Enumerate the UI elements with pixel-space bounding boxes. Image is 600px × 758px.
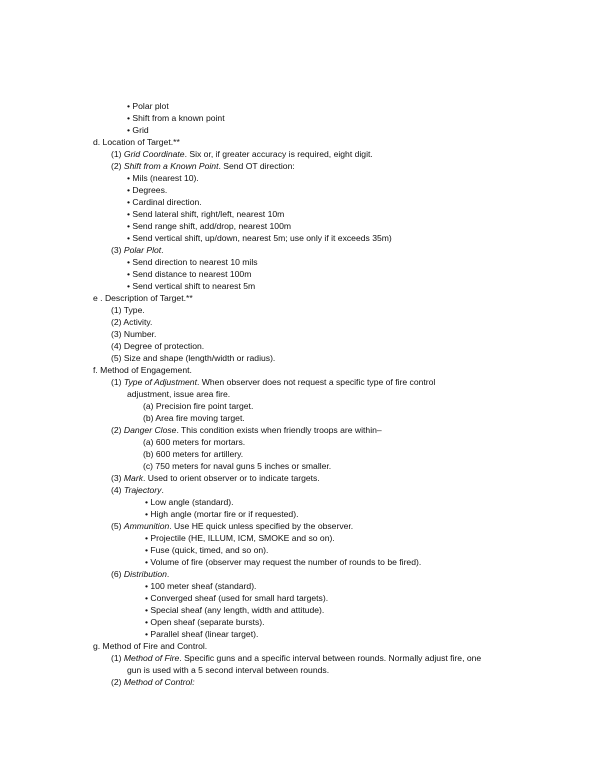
item-text: . Specific guns and a specific interval between rounds. Normally adjust fire, one	[179, 653, 482, 663]
item-number: (5)	[111, 521, 124, 531]
item-text: . This condition exists when friendly troops are within–	[176, 425, 382, 435]
item-number: (2)	[111, 677, 124, 687]
text-line: f. Method of Engagement.	[93, 365, 192, 375]
item-heading: Mark	[123, 473, 143, 483]
text-line: • Converged sheaf (used for small hard targets).	[145, 593, 329, 603]
text-line	[111, 244, 600, 256]
text-line: • Send vertical shift, up/down, nearest 5m; use only if it exceeds 35m)	[127, 233, 392, 243]
item-heading: Distribution	[123, 569, 167, 579]
text-line	[111, 424, 600, 436]
item-text: . Use HE quick unless specified by the observer.	[169, 521, 354, 531]
text-line	[111, 676, 600, 688]
text-line: g. Method of Fire and Control.	[93, 641, 208, 651]
item-heading: Type of Adjustment	[123, 377, 197, 387]
text-line: • Send vertical shift to nearest 5m	[127, 281, 256, 291]
text-line: • Send distance to nearest 100m	[127, 269, 252, 279]
item-number: (1)	[111, 149, 124, 159]
item-heading: Ammunition	[123, 521, 170, 531]
text-line: (c) 750 meters for naval guns 5 inches or smaller.	[143, 461, 332, 471]
text-line	[111, 484, 600, 496]
item-number: (2)	[111, 425, 124, 435]
item-text: .	[161, 245, 164, 255]
item-heading: Trajectory	[123, 485, 162, 495]
item-number: (1)	[111, 653, 124, 663]
text-line: • Polar plot	[127, 101, 169, 111]
text-line: • 100 meter sheaf (standard).	[145, 581, 257, 591]
text-line: • Cardinal direction.	[127, 197, 202, 207]
item-text: .	[166, 569, 170, 579]
text-line	[111, 160, 600, 172]
text-line: • Grid	[127, 125, 149, 135]
text-line: • Projectile (HE, ILLUM, ICM, SMOKE and so on).	[145, 533, 335, 543]
item-number: (4)	[111, 485, 124, 495]
item-text: . Send OT direction:	[218, 161, 295, 171]
item-number: (6)	[111, 569, 124, 579]
text-line	[111, 472, 600, 484]
text-line: d. Location of Target.**	[93, 137, 180, 147]
text-line: • Send lateral shift, right/left, nearest 10m	[127, 209, 285, 219]
item-heading: Danger Close	[123, 425, 177, 435]
item-text: . Six or, if greater accuracy is required, eight digit.	[184, 149, 373, 159]
text-line: • Send direction to nearest 10 mils	[127, 257, 258, 267]
item-number: (3)	[111, 245, 124, 255]
text-line: • Open sheaf (separate bursts).	[145, 617, 265, 627]
text-line	[111, 652, 600, 664]
text-line: adjustment, issue area fire.	[127, 389, 231, 399]
text-line	[111, 520, 600, 532]
text-line: gun is used with a 5 second interval between rounds.	[127, 665, 330, 675]
item-heading: Polar Plot	[123, 245, 162, 255]
item-heading: Method of Control:	[123, 677, 195, 687]
text-line: (5) Size and shape (length/width or radius).	[111, 353, 276, 363]
item-text: . When observer does not request a specific type of fire control	[196, 377, 436, 387]
text-line: • Special sheaf (any length, width and attitude).	[145, 605, 325, 615]
text-line: (3) Number.	[111, 329, 157, 339]
text-line: (a) Precision fire point target.	[143, 401, 254, 411]
text-line	[111, 148, 600, 160]
document-body	[0, 100, 600, 688]
text-line: (b) Area fire moving target.	[143, 413, 245, 423]
item-number: (3)	[111, 473, 124, 483]
text-line: (a) 600 meters for mortars.	[143, 437, 246, 447]
text-line: • Fuse (quick, timed, and so on).	[145, 545, 269, 555]
item-heading: Shift from a Known Point	[123, 161, 219, 171]
text-line: • Shift from a known point	[127, 113, 225, 123]
item-text: . Used to orient observer or to indicate targets.	[143, 473, 320, 483]
text-line	[111, 568, 600, 580]
text-line: • Send range shift, add/drop, nearest 100m	[127, 221, 292, 231]
text-line: • Volume of fire (observer may request the number of rounds to be fired).	[145, 557, 422, 567]
text-line: e . Description of Target.**	[93, 293, 193, 303]
text-line: • Mils (nearest 10).	[127, 173, 199, 183]
text-line: (2) Activity.	[111, 317, 153, 327]
item-number: (2)	[111, 161, 124, 171]
item-text: .	[161, 485, 164, 495]
item-heading: Grid Coordinate	[123, 149, 185, 159]
text-line: (1) Type.	[111, 305, 145, 315]
item-number: (1)	[111, 377, 124, 387]
text-line: • Degrees.	[127, 185, 168, 195]
text-line: • Parallel sheaf (linear target).	[145, 629, 259, 639]
text-line: • High angle (mortar fire or if requested).	[145, 509, 299, 519]
text-line: • Low angle (standard).	[145, 497, 234, 507]
text-line	[111, 376, 600, 388]
text-line: (b) 600 meters for artillery.	[143, 449, 244, 459]
text-line: (4) Degree of protection.	[111, 341, 205, 351]
item-heading: Method of Fire	[123, 653, 180, 663]
